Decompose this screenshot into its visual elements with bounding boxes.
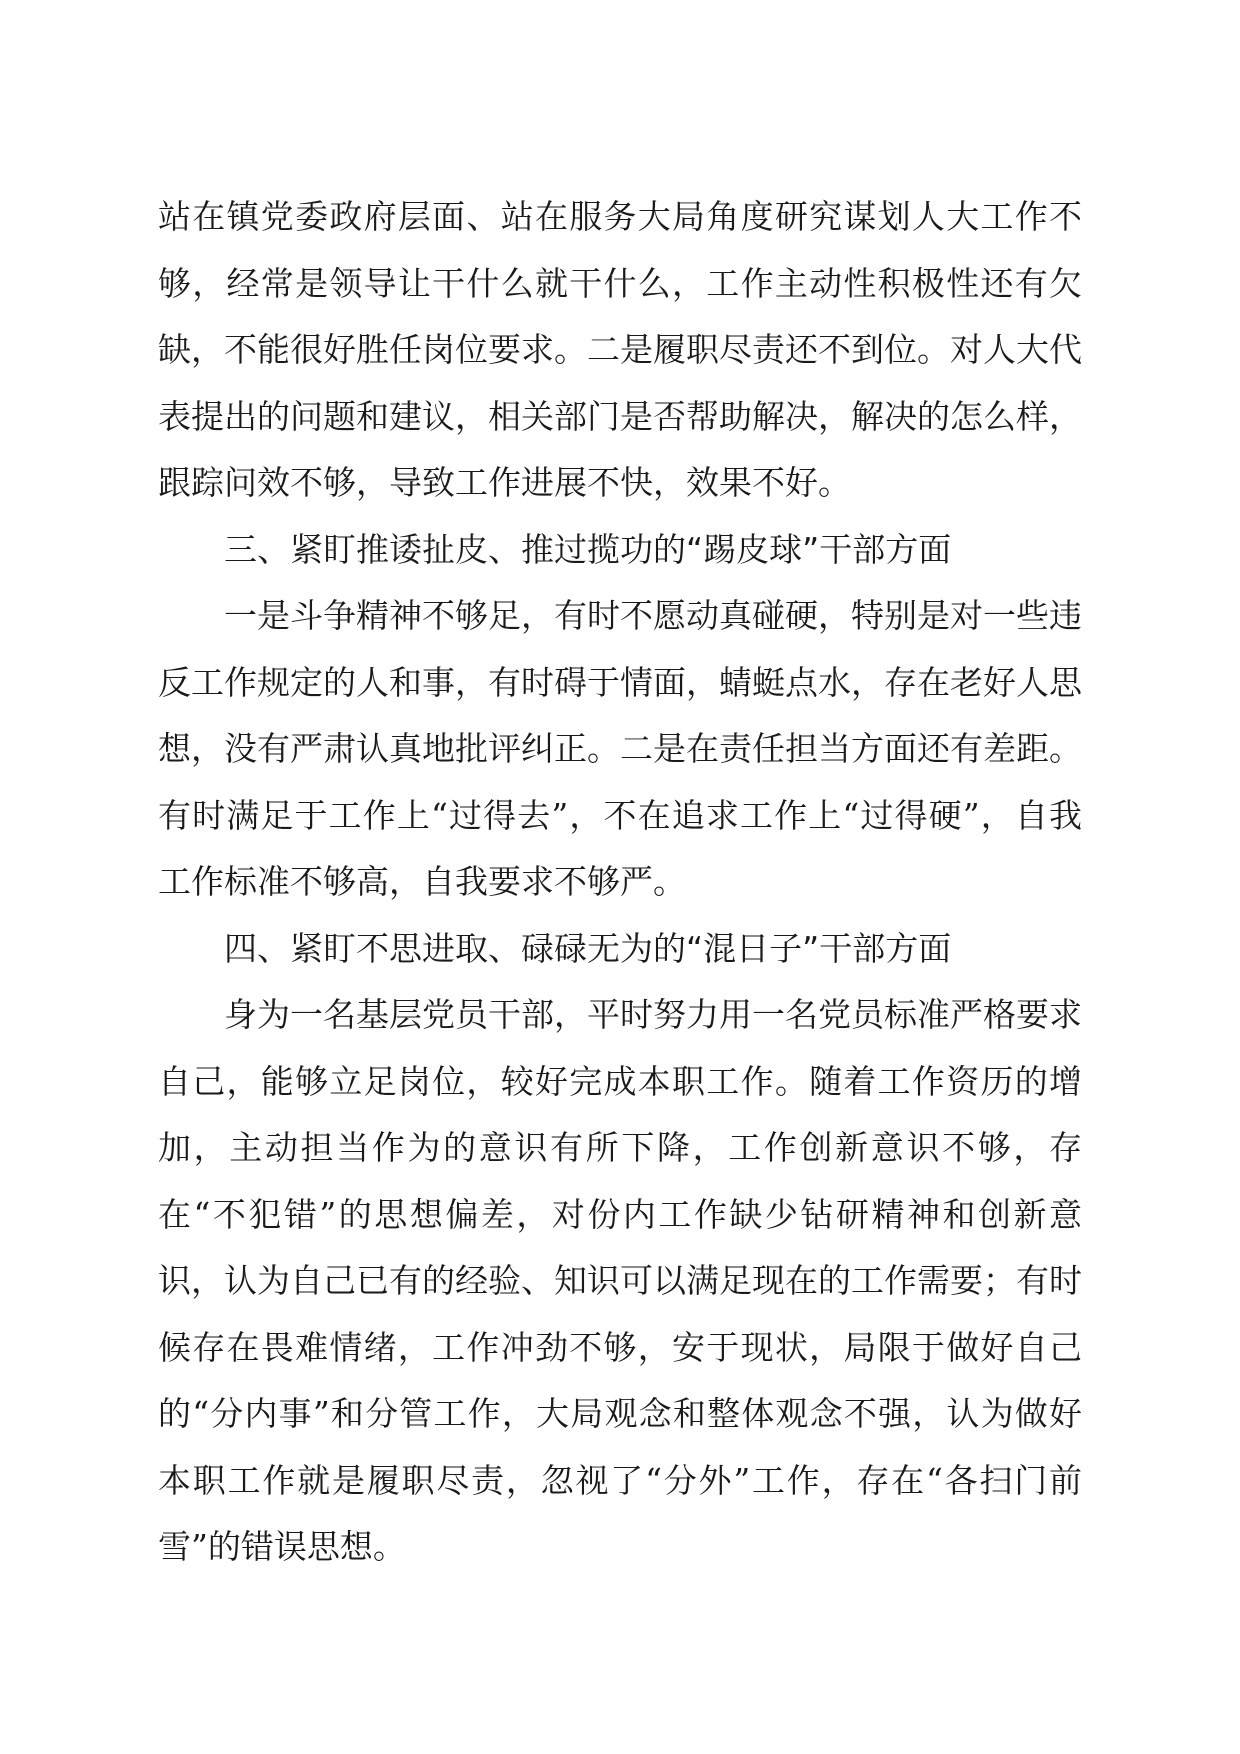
section-heading-3: 三、紧盯推诿扯皮、推过揽功的“踢皮球”干部方面 bbox=[224, 529, 952, 569]
document-body bbox=[158, 184, 1082, 1581]
paragraph-section-4: 身为一名基层党员干部，平时努力用一名党员标准严格要求自己，能够立足岗位，较好完成本职工作。随着工作资历的增加，主动担当作为的意识有所下降，工作创新意识不够，存在“不犯错”的思想偏差，对份内工作缺少钻研精神和创新意识，认为自己已有的经验、知识可以满足现在的工作需要；有时候存在畏难情绪，工作冲劲不够，安于现状，局限于做好自己的“分内事”和分管工作，大局观念和整体观念不强，认为做好本职工作就是履职尽责，忽视了“分外”工作，存在“各扫门前雪”的错误思想。 bbox=[158, 995, 1082, 1566]
paragraph-continued: 站在镇党委政府层面、站在服务大局角度研究谋划人大工作不够，经常是领导让干什么就干什么，工作主动性积极性还有欠缺，不能很好胜任岗位要求。二是履职尽责还不到位。对人大代表提出的问题和建议，相关部门是否帮助解决，解决的怎么样，跟踪问效不够，导致工作进展不快，效果不好。 bbox=[158, 197, 1082, 502]
section-heading-4: 四、紧盯不思进取、碌碌无为的“混日子”干部方面 bbox=[224, 928, 952, 968]
paragraph-section-3: 一是斗争精神不够足，有时不愿动真碰硬，特别是对一些违反工作规定的人和事，有时碍于情面，蜻蜓点水，存在老好人思想，没有严肃认真地批评纠正。二是在责任担当方面还有差距。有时满足于工作上“过得去”，不在追求工作上“过得硬”，自我工作标准不够高，自我要求不够严。 bbox=[158, 596, 1082, 901]
